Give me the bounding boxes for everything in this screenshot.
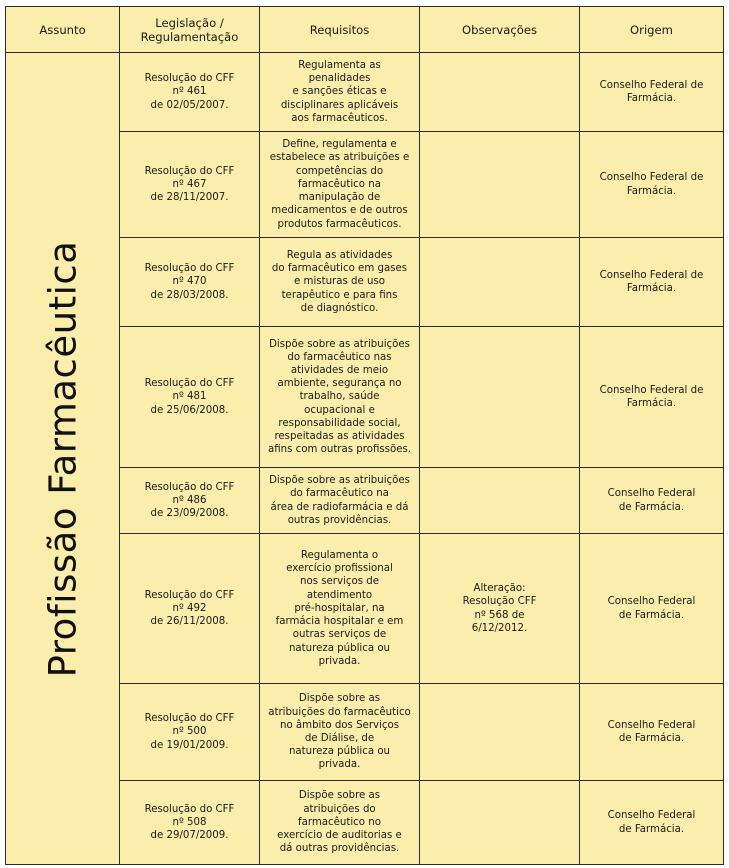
legislation-cell: Resolução do CFF nº 470 de 28/03/2008. [120, 238, 260, 327]
observations-cell [420, 238, 580, 327]
requirements-cell: Dispõe sobre as atribuições do farmacêutico na área de radiofarmácia e dá outras providências. [260, 468, 420, 534]
header-legislation: Legislação / Regulamentação [120, 7, 260, 53]
subject-cell [6, 53, 120, 865]
requirements-cell: Dispõe sobre as atribuições do farmacêutico nas atividades de meio ambiente, segurança no trabalho, saúde ocupacional e responsabilidade social, respeitadas as atividades afins com outras profissões. [260, 327, 420, 468]
origin-cell: Conselho Federal de Farmácia. [580, 684, 724, 781]
legislation-cell: Resolução do CFF nº 492 de 26/11/2008. [120, 534, 260, 684]
legislation-cell: Resolução do CFF nº 486 de 23/09/2008. [120, 468, 260, 534]
table-header-row [6, 7, 724, 53]
header-requirements: Requisitos [260, 7, 420, 53]
legislation-cell: Resolução do CFF nº 508 de 29/07/2009. [120, 781, 260, 865]
subject-label: Profissão Farmacêutica [41, 240, 84, 677]
requirements-cell: Dispõe sobre as atribuições do farmacêutico no exercício de auditorias e dá outras providências. [260, 781, 420, 865]
header-subject: Assunto [6, 7, 120, 53]
requirements-cell: Define, regulamenta e estabelece as atribuições e competências do farmacêutico na manipulação de medicamentos e de outros produtos farmacêuticos. [260, 132, 420, 238]
legislation-cell: Resolução do CFF nº 467 de 28/11/2007. [120, 132, 260, 238]
observations-cell [420, 327, 580, 468]
requirements-cell: Regulamenta as penalidades e sanções éticas e disciplinares aplicáveis aos farmacêuticos. [260, 53, 420, 132]
observations-cell [420, 684, 580, 781]
origin-cell: Conselho Federal de Farmácia. [580, 53, 724, 132]
observations-cell [420, 132, 580, 238]
requirements-cell: Regulamenta o exercício profissional nos serviços de atendimento pré-hospitalar, na farmácia hospitalar e em outras serviços de natureza pública ou privada. [260, 534, 420, 684]
origin-cell: Conselho Federal de Farmácia. [580, 238, 724, 327]
legislation-cell: Resolução do CFF nº 481 de 25/06/2008. [120, 327, 260, 468]
legislation-cell: Resolução do CFF nº 461 de 02/05/2007. [120, 53, 260, 132]
origin-cell: Conselho Federal de Farmácia. [580, 468, 724, 534]
observations-cell: Alteração: Resolução CFF nº 568 de 6/12/2012. [420, 534, 580, 684]
requirements-cell: Dispõe sobre as atribuições do farmacêutico no âmbito dos Serviços de Diálise, de natureza pública ou privada. [260, 684, 420, 781]
observations-cell [420, 468, 580, 534]
requirements-cell: Regula as atividades do farmacêutico em gases e misturas de uso terapêutico e para fins de diagnóstico. [260, 238, 420, 327]
origin-cell: Conselho Federal de Farmácia. [580, 781, 724, 865]
header-origin: Origem [580, 7, 724, 53]
observations-cell [420, 781, 580, 865]
origin-cell: Conselho Federal de Farmácia. [580, 534, 724, 684]
regulations-table [5, 6, 724, 865]
origin-cell: Conselho Federal de Farmácia. [580, 132, 724, 238]
header-observations: Observações [420, 7, 580, 53]
legislation-cell: Resolução do CFF nº 500 de 19/01/2009. [120, 684, 260, 781]
table-row [6, 53, 724, 132]
observations-cell [420, 53, 580, 132]
origin-cell: Conselho Federal de Farmácia. [580, 327, 724, 468]
